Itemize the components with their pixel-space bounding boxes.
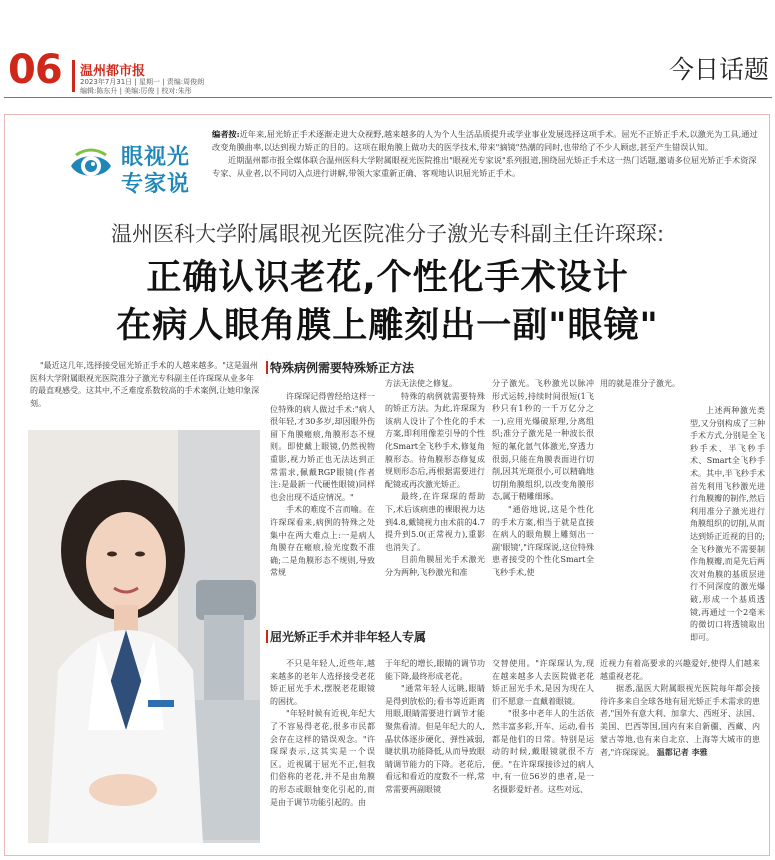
body-paragraph: "通常年轻人远眺,眼睛是得到放松的;看书等近距离用眼,眼睛需要进行调节才能聚焦看清。但是年纪大的人,晶状体逐步硬化、弹性减弱,睫状肌功能降低,从而导致眼睛调节能力的下降。老花后,看远和看近的度数不一样,常常需要两副眼镜 (385, 684, 485, 794)
body-paragraph: 交替使用。"许琛琛认为,现在越来越多人去医院做老花矫正屈光手术,是因为现在人们不愿意一直戴着眼镜。 (492, 659, 594, 706)
editor-note (212, 128, 762, 180)
body-paragraph: 手术的难度不言而喻。在许琛琛看来,病例的特殊之处集中在两大难点上:一是病人角膜存在瘢痕,验光度数不准确;二是角膜形态不规则,导致常规 (270, 505, 375, 578)
body-column (270, 391, 375, 617)
body-paragraph (600, 683, 760, 760)
editor-line: 编辑:陈东升 | 美编:厉俊 | 校对:朱彤 (80, 87, 192, 95)
subhead-marker (266, 630, 268, 643)
header-rule (4, 97, 772, 98)
lead-paragraph: "最近这几年,选择接受屈光矫正手术的人越来越多。"这是温州医科大学附属眼视光医院准分子激光专科副主任许琛琛从业多年的最直观感受。这其中,不乏难度系数较高的手术案例,让她印象深刻。 (30, 361, 260, 408)
doctor-photo (28, 430, 260, 843)
headline-line1: 正确认识老花,个性化手术设计 (146, 258, 629, 298)
body-paragraph: 用的就是准分子激光。 (600, 379, 680, 388)
body-paragraph: 不只是年轻人,近些年,越来越多的老年人选择接受老花矫正屈光手术,摆脱老花眼镜的困扰。 (270, 659, 375, 706)
headline-line2: 在病人眼角膜上雕刻出一副"眼镜" (116, 306, 659, 346)
body-column (492, 658, 594, 848)
body-paragraph: 目前角膜屈光手术激光分为两种,飞秒激光和准 (385, 555, 485, 577)
body-column (385, 658, 485, 848)
body-column (600, 658, 760, 848)
body-paragraph: 上述两种激光类型,又分别构成了三种手术方式,分别是全飞秒手术、半飞秒手术、Smart全飞秒手术。其中,半飞秒手术首先利用飞秒激光进行角膜瓣的制作,然后利用准分子激光进行角膜组织的切削,从而达到矫正近视的目的;全飞秒激光不需要制作角膜瓣,而是先后两次对角膜的基质层进行不同深度的激光爆破,形成一个基质透镜,再通过一个2毫米的微切口将透镜取出即可。 (690, 406, 765, 642)
eye-logo-icon (68, 143, 114, 189)
editor-note-para2: 近期温州都市报全媒体联合温州医科大学附属眼视光医院推出"眼视光专家说"系列报道,围绕屈光矫正手术这一热门话题,邀请多位屈光矫正手术资深专家、从业者,以不同切入点进行讲解,带领大家重新正确、客观地认识屈光矫正手术。 (212, 155, 757, 178)
paper-name: 温州都市报 (80, 64, 146, 79)
body-column (492, 378, 594, 617)
subhead-special-cases: 特殊病例需要特殊矫正方法 (270, 361, 415, 375)
body-paragraph: 特殊的病例就需要特殊的矫正方法。为此,许琛琛为该病人设计了个性化的手术方案,即利用像差引导的个性化Smart全飞秒手术,修复角膜形态。待角膜形态修复成规则形态后,再根据需要进行配镜或再次激光矫正。 (385, 391, 485, 489)
body-column (600, 378, 712, 401)
byline: 温都记者 李雅 (656, 747, 708, 758)
header-divider (72, 60, 75, 92)
editor-note-para1: 近年来,屈光矫正手术逐渐走进大众视野,越来越多的人为个人生活品质提升或学业事业发展选择这项手术。屈光不正矫正手术,以激光为工具,通过改变角膜曲率,以达到视力矫正的目的。这项在眼角膜上做功夫的医学技术,带来"摘镜"热潮的同时,也带给了不少人顾虑,甚至产生错误认知。 (212, 129, 758, 152)
column-logo-line1: 眼视光 (121, 145, 191, 170)
column-logo-line2: 专家说 (121, 172, 191, 197)
body-column (270, 658, 375, 848)
body-paragraph: "年轻时候有近视,年纪大了不容易得老花,很多市民都会存在这样的错误观念。"许琛琛表示,这其实是一个误区。近视属于屈光不正,但我们俗称的老花,并不是由角膜的形态或眼轴变化引起的,而是由于调节功能引起的。由 (270, 709, 375, 807)
body-paragraph: 最终,在许琛琛的帮助下,术后该病患的裸眼视力达到4.8,戴镜视力由术前的4.7提升到5.0(正常视力),重影也消失了。 (385, 492, 485, 552)
body-paragraph: 方法无法使之修复。 (385, 379, 457, 388)
body-paragraph: 许琛琛记得曾经给这样一位特殊的病人做过手术:"病人很年轻,才30多岁,却因眼外伤留下角膜瘢痕,角膜形态不规则。即使戴上眼镜,仍然视物重影,视力矫正也无法达到正常需求,佩戴RGP眼镜(作者注:是最新一代硬性眼镜)同样也会出现不适应情况。" (270, 392, 375, 502)
subhead-not-only-young: 屈光矫正手术并非年轻人专属 (270, 630, 427, 644)
body-column (690, 405, 765, 642)
date-line: 2023年7月31日 | 星期一 | 责编:周俊朗 (80, 78, 205, 86)
body-paragraph-text: 据悉,温医大附属眼视光医院每年都会接待许多来自全球各地有屈光矫正手术需求的患者,"国外有意大利、加拿大、西班牙、法国、美国、巴西等国,国内有来自新疆、西藏、内蒙古等地,也有来自北京、上海等大城市的患者,"许琛琛说。 (600, 684, 760, 758)
body-column (385, 378, 485, 617)
body-paragraph: 于年纪的增长,眼睛的调节功能下降,最终形成老花。 (385, 659, 485, 681)
body-paragraph: "通俗地说,这是个性化的手术方案,相当于就是直接在病人的眼角膜上雕刻出一副'眼镜',"许琛琛说,这位特殊患者接受的个性化Smart全飞秒手术,使 (492, 504, 594, 577)
headline-kicker: 温州医科大学附属眼视光医院准分子激光专科副主任许琛琛: (110, 222, 665, 246)
editor-note-label: 编者按: (212, 129, 240, 139)
body-paragraph: "很多中老年人的生活依然丰富多彩,开车、运动,看书都是他们的日常。特别是运动的时候,戴眼镜就很不方便。"在许琛琛接诊过的病人中,有一位56岁的患者,是一名摄影爱好者。这些对远、 (492, 709, 594, 794)
body-paragraph: 近视力有着高要求的兴趣爱好,使得人们越来越重视老花。 (600, 659, 760, 681)
section-title: 今日话题 (668, 55, 769, 84)
page-number: 06 (8, 47, 62, 93)
body-paragraph: 分子激光。飞秒激光以脉冲形式运转,持续时间很短(1飞秒只有1秒的一千万亿分之一),应用光爆破原理,分离组织;准分子激光是一种波长很短的氟化氩气体激光,穿透力很弱,只能在角膜表面进行切削,因其光斑很小,可以精确地切削角膜组织,以改变角膜形态,属于精雕细琢。 (492, 379, 594, 502)
subhead-marker (266, 361, 268, 374)
